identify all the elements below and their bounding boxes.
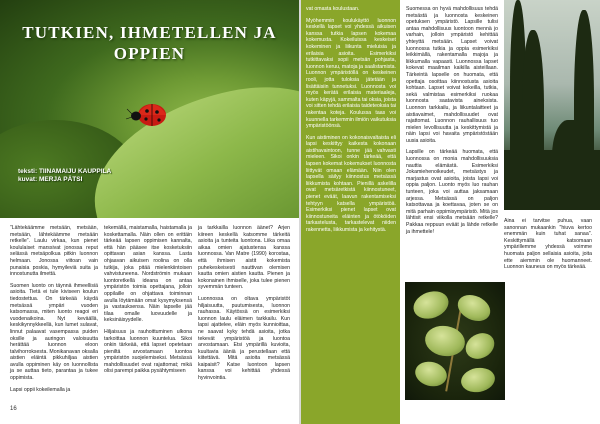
photo-caption: Aina ei tarvitse puhua, vaan sanonnan mukaankin "hiuva kertoo enemmän kuin tuhat sanaa". Keskittymällä katsomaan ympärillemme yhdessä voimme huomata paljon sellaisia asioita, joita ette aiemmin ole huomanneet. Luonnon kauneus on myös tärkeää. bbox=[504, 218, 592, 271]
paragraph: Suomen luonto on täynnä ihmeellisiä asioita. Tietä ei tule kiviseen koulun tiedostettua. On tärkeää käydä metsässä ympäri vuoden katsomassa, miten luonto reagoi eri vuodenaikoina. Nyt keväällä, keskikynnykkeellä, kun lumet sulavat, linnut palaavat vasempassa puiden oksille ja auringon valoisuutta herättää luonnon eloon talvihorroksesta. Monikanavan oksalla aistien eläintä pikkuhiljaa aistien avulla oppiminen käy on luonnollista ja se auttaa tieto, parantaa ja tukee oppimista. bbox=[10, 282, 98, 382]
right-column-text bbox=[406, 6, 498, 240]
green-column-text bbox=[306, 6, 396, 239]
paragraph: Suomessa on hyvä mahdollisuus tehdä metsästä ja luonnosta keskeinen opetuksen ympäristö. Lapsille tulisi antaa mahdollisuus luontoon mennä jo varhain, jolloin ympäristö kehittää yhteyttä metsään. Lapset voivat luonnossa tutkia ja oppia esimerkiksi leikkimällä, rakentamalla majoja ja liikkumalla vapaasti. Luonnossa lapset kokevat maailman kaikilla aisteillaan. Tärkeintä lapselle on huomata, että opettaja osoittaa kiinnostusta asioita kohtaan. Lapset voivat kokeilla, tutkia, sekä valmistaa esimerkiksi ruokaa luonnosta saatavista aineksista. Luonnon tarkkailu, ja liikuntalaitteet ja aistiavaimet, mahdollisuudet ovat rajattomat. Luonnon rauhallisuus tuo mielen levollisuutta ja keskittymistä ja näin lapsi voi havaita ympäristöstään uusia asioita. bbox=[406, 6, 498, 144]
left-column-1 bbox=[10, 225, 98, 398]
paragraph: Lapsi oppii kokeilemalla ja bbox=[10, 386, 71, 393]
left-column-3 bbox=[198, 225, 290, 387]
left-column-2 bbox=[104, 225, 192, 380]
paragraph: Myöhemmin koulukäyttö luonnon keskellä lapset voi yhdessä aikuisen kanssa tutkia lapsen kokemaa kokemusta. Kokeiluissa keskeiset kokeminen ja liikunta mieluisia ja erilaisia asioita. Esimerkiksi tutkittavaksi sopii metsän pohjasta, luonnon keruu, matoja ja saalistamista. Luonnon ympäristöllä on keskeinen rooli, jotta tuloksia jätetään ja lisättäisiin tunnetuksi. Luonnosta voi myös kerätä erilaisia materiaaleja, kuten käpyjä, sammalta tai oksia, joista voi sitten tehdä erilaisia taideteoksia tai rakentaa koteja. Koulussa taas voi kuunnella tarkemmin ilmiön vaikutuksia ympäristöönsä. bbox=[306, 17, 396, 130]
credit-photos: kuvat: MERJA PÄTSI bbox=[18, 176, 83, 183]
paragraph: Hiljaisuus ja rauhoittuminen ulkona tarkoittaa luonnon kuuntelua. Sikoi onkin tärkeää, että lapset opetetaan pieniltä arvostamaan luontoa ympäristön suojelemiseksi. Metsässä mahdollisuudet ovat rajattomat; mikä olisi parempi paikka pysähtymiseen bbox=[104, 328, 192, 375]
page-number: 16 bbox=[10, 406, 17, 412]
ladybug-image bbox=[122, 98, 168, 128]
forest-photo bbox=[504, 0, 600, 210]
article-title: TUTKIEN, IHMETELLEN JA OPPIEN bbox=[22, 23, 277, 63]
article-credits bbox=[18, 168, 111, 184]
ladybug-photo bbox=[0, 0, 299, 218]
right-page bbox=[301, 0, 600, 424]
paragraph: Lapsille on tärkeää huomata, että luonnossa on monia mahdollisuuksia nauttia elämästä. Esimerkiksi Jokamiehenoikeudet, metsästys ja marjastus ovat asioita, joista lapsi voi oppia paljon. Luonto myös luo rauhan tunteen, joka voi auttaa jaksamaan arjessa. Metsässä on paljon katsottavaa ja koettavaa, joten se on mitä parhain oppimisympäristö. Mitä jos lähtisit ensi viikolla metsään retkelle? Pakkaa reppuun eväät ja lähde retkelle ja ihmettele! bbox=[406, 149, 498, 235]
paragraph: ja tarkkailla luonnon äänet? Arjen kiireen keskellä katsomme tärkeitä asioita ja tunteita luontona. Liika omaa aikaa omien ajatustensa kanssa luonnossa. Van Matre (1990) korostaa, että ihmisen aistit kokemista puhekeskeisesti nauttivan olemisen kautta omien aistien kautta. Pienen ja kokonainen ihmiselle, joka tulee pienen syvemmän tunteen. bbox=[198, 225, 290, 291]
paragraph: Luonnossa on oltava ympäristöt hiljaisuutta, puutumisesta, luonnon rauhassa. Käytössä on esimerkiksi luonnon laulu eläimen tarkkailu. Kun lapsi ajattelee, eläin myös kunnioittaa, ne saavat kyky tehdä asioita, jotka tekevät ympäristöä ja luontoa arvostamaan. Etsi ympärillä kuvioita, kuultavia ääniä ja perustellaan että kiitettävä. Mitä asioita metsässä kaipaisit? Katse luontoon lapsen kanssa voi kehittää yhdessä hyvinvointia. bbox=[198, 295, 290, 382]
plant-photo bbox=[405, 282, 505, 400]
green-sidebar-column bbox=[301, 0, 400, 424]
paragraph: tekemällä, maistamalla, haistamalla ja koskettamalla. Näin ollen on erittäin tärkeää lapsen oppimisen kannalta, että hän pääsee itse kosketuksiin opittavan asian kanssa. Lasta ohjaavan aikuisen roolina on olla tutkija, joka pitää mielenkiintoisen vahvistuneena. Nordströmin mukaan luontoretkellä ideana on antaa ympäristön toimia opettajana, jolloin oppilaille on ohjattava toiminnan avulla löytämään omat kysymyksensä ja vastauksensa. Näin lapselle jää tilaa omalle luovuudelle ja keksinäisyydelle. bbox=[104, 225, 192, 324]
paragraph: Kun aistiminen on kokonaisvaltaista eli lapsi keskittyy kaikesta kokonaan aistihavaintoon, tunne jää vahvasti mieleen. Sikoi onkin tärkeää, että lapsen kokemat kokemukset luonnosta liittyvät omaan elämään. Niin olen lapsella säilyy kiinnostus metsässä liikkumista kohtaan. Pienillä askelilla ovat metsäretkistä kiinnostuneet, pienet eväät, laavun rakentamiseksi tehtyyn katsella ympäristöä. Esimerkiksi pienet lapset ovat kiinnostuneita eläinten ja ötököiden tarkastelusta, tarkastelevat niiden rakennetta, liikkumista ja kehitystä. bbox=[306, 134, 396, 233]
paragraph: vat omasta koulustaan. bbox=[306, 6, 360, 12]
credit-text: teksti: TIINAMAIJU KAUPPILA bbox=[18, 168, 112, 175]
paragraph: ”Lähtekäämme metsään, metsään, metsään, lähtekäämme metsään retkelle”. Laulu virkaa, kun pienet koululaiset marssivat jonossa reput selässä metsäpolkua pitkin luonnon helmaan. Jonossa viitoan vain punaisia poskia, hymyileviä suita ja innostunutta ilmettä. bbox=[10, 225, 98, 278]
left-page bbox=[0, 0, 299, 424]
